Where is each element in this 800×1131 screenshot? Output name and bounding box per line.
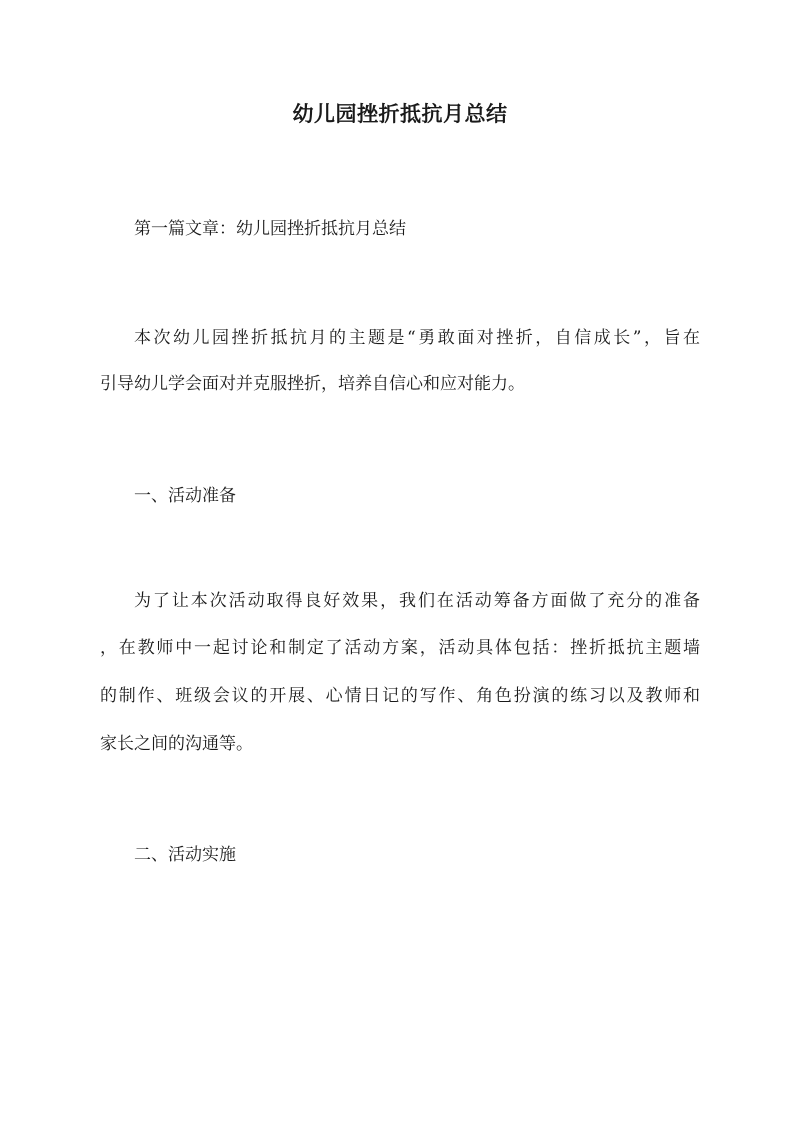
section1-line-2: ，在教师中一起讨论和制定了活动方案，活动具体包括：挫折抵抗主题墙: [100, 638, 700, 658]
section1-line-1: 为了让本次活动取得良好效果，我们在活动筹备方面做了充分的准备: [134, 591, 700, 611]
section1-line-4: 家长之间的沟通等。: [100, 734, 253, 754]
article-subtitle: 第一篇文章：幼儿园挫折抵抗月总结: [134, 219, 406, 239]
intro-line-1: 本次幼儿园挫折抵抗月的主题是“勇敢面对挫折，自信成长”，旨在: [134, 328, 700, 348]
document-title: 幼儿园挫折抵抗月总结: [292, 101, 508, 126]
intro-line-2: 引导幼儿学会面对并克服挫折，培养自信心和应对能力。: [100, 374, 525, 394]
section-heading-preparation: 一、活动准备: [134, 486, 236, 506]
section-heading-implementation: 二、活动实施: [134, 845, 236, 865]
section1-line-3: 的制作、班级会议的开展、心情日记的写作、角色扮演的练习以及教师和: [100, 686, 700, 706]
